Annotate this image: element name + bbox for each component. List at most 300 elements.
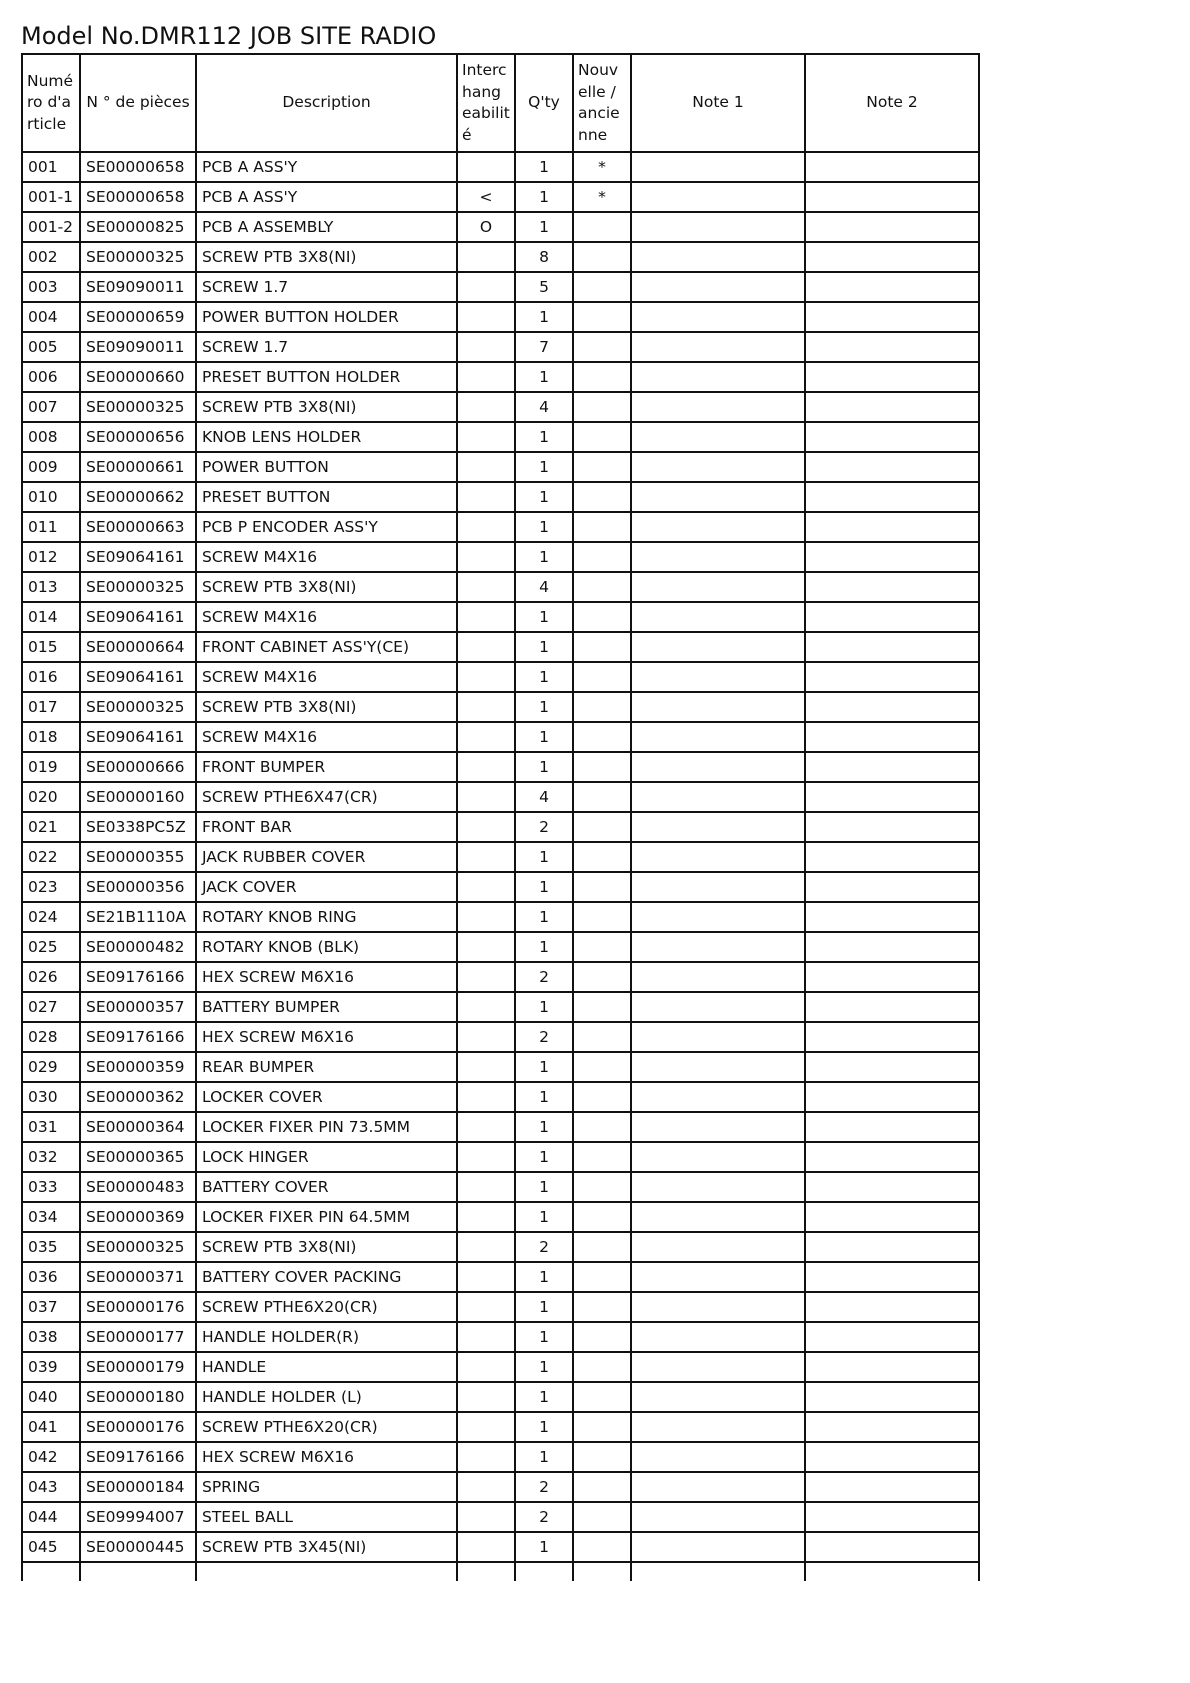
cell-note1 xyxy=(631,1082,805,1112)
cell-item-no: 023 xyxy=(22,872,80,902)
cell-item-no: 037 xyxy=(22,1292,80,1322)
cell-description: SCREW M4X16 xyxy=(196,602,457,632)
cell-new-old xyxy=(573,692,631,722)
cell-note2 xyxy=(805,1052,979,1082)
cell-note1 xyxy=(631,752,805,782)
header-interchangeability: Interchangeabilité xyxy=(457,54,515,152)
cell-note1 xyxy=(631,1112,805,1142)
table-row xyxy=(22,1262,979,1292)
table-row xyxy=(22,992,979,1022)
cell-qty: 4 xyxy=(515,782,573,812)
cell-part-no: SE00000658 xyxy=(80,182,196,212)
cell-note2 xyxy=(805,1232,979,1262)
cell-description: HANDLE HOLDER(R) xyxy=(196,1322,457,1352)
cell-note1 xyxy=(631,422,805,452)
cell-qty: 1 xyxy=(515,542,573,572)
cell-note1 xyxy=(631,1322,805,1352)
cell-item-no: 032 xyxy=(22,1142,80,1172)
table-row xyxy=(22,1472,979,1502)
cell-interchangeability xyxy=(457,1442,515,1472)
cell-new-old xyxy=(573,482,631,512)
cell-description: LOCKER COVER xyxy=(196,1082,457,1112)
cell-part-no: SE00000662 xyxy=(80,482,196,512)
cell-note1 xyxy=(631,812,805,842)
cell-part-no: SE09994007 xyxy=(80,1502,196,1532)
cell-qty: 2 xyxy=(515,1232,573,1262)
cell-note1 xyxy=(631,692,805,722)
table-row xyxy=(22,1322,979,1352)
cell-part-no: SE09064161 xyxy=(80,722,196,752)
header-item-no: Numéro d'article xyxy=(22,54,80,152)
table-row xyxy=(22,392,979,422)
cell-description: SCREW 1.7 xyxy=(196,272,457,302)
cell-description: SCREW PTB 3X8(NI) xyxy=(196,1232,457,1262)
cell-new-old xyxy=(573,392,631,422)
cell-new-old xyxy=(573,1172,631,1202)
cell-new-old xyxy=(573,962,631,992)
cell-note2 xyxy=(805,482,979,512)
cell-note1 xyxy=(631,992,805,1022)
cell-note1 xyxy=(631,1382,805,1412)
cell-note1 xyxy=(631,362,805,392)
cell-note1 xyxy=(631,962,805,992)
cell-item-no: 035 xyxy=(22,1232,80,1262)
cell-new-old xyxy=(573,662,631,692)
cell-note2 xyxy=(805,182,979,212)
cell-interchangeability xyxy=(457,1382,515,1412)
cell-description: HEX SCREW M6X16 xyxy=(196,1442,457,1472)
cell-new-old xyxy=(573,992,631,1022)
cell-item-no: 012 xyxy=(22,542,80,572)
cell-qty: 1 xyxy=(515,512,573,542)
cell-interchangeability xyxy=(457,632,515,662)
cell-interchangeability: O xyxy=(457,212,515,242)
cell-item-no: 028 xyxy=(22,1022,80,1052)
cell-note1 xyxy=(631,512,805,542)
cell-description: SCREW PTB 3X8(NI) xyxy=(196,692,457,722)
cell-new-old xyxy=(573,752,631,782)
table-row xyxy=(22,482,979,512)
cell-qty: 1 xyxy=(515,902,573,932)
cell-item-no: 040 xyxy=(22,1382,80,1412)
cell-interchangeability xyxy=(457,992,515,1022)
cell-new-old xyxy=(573,332,631,362)
cell-item-no: 015 xyxy=(22,632,80,662)
cell-interchangeability xyxy=(457,1472,515,1502)
cell-item-no: 042 xyxy=(22,1442,80,1472)
table-row xyxy=(22,932,979,962)
cell-part-no: SE00000658 xyxy=(80,152,196,182)
cell-new-old xyxy=(573,452,631,482)
cell-new-old xyxy=(573,1082,631,1112)
cell-item-no: 036 xyxy=(22,1262,80,1292)
cell-description: SCREW M4X16 xyxy=(196,662,457,692)
cell-note1 xyxy=(631,482,805,512)
cell-description: HEX SCREW M6X16 xyxy=(196,1022,457,1052)
cell-new-old xyxy=(573,1382,631,1412)
cell-interchangeability xyxy=(457,392,515,422)
cell-part-no: SE00000371 xyxy=(80,1262,196,1292)
cell-new-old xyxy=(573,212,631,242)
cell-empty xyxy=(573,1562,631,1581)
table-body xyxy=(22,152,979,1581)
cell-item-no: 006 xyxy=(22,362,80,392)
table-row xyxy=(22,962,979,992)
cell-note1 xyxy=(631,1262,805,1292)
cell-description: ROTARY KNOB (BLK) xyxy=(196,932,457,962)
cell-note1 xyxy=(631,1532,805,1562)
cell-item-no: 026 xyxy=(22,962,80,992)
cell-note1 xyxy=(631,782,805,812)
cell-description: SCREW 1.7 xyxy=(196,332,457,362)
table-row xyxy=(22,1442,979,1472)
cell-empty xyxy=(196,1562,457,1581)
cell-interchangeability xyxy=(457,692,515,722)
cell-note1 xyxy=(631,1232,805,1262)
table-row xyxy=(22,1352,979,1382)
cell-interchangeability xyxy=(457,722,515,752)
cell-description: SCREW PTHE6X20(CR) xyxy=(196,1412,457,1442)
cell-qty: 1 xyxy=(515,1202,573,1232)
cell-description: POWER BUTTON xyxy=(196,452,457,482)
cell-note2 xyxy=(805,512,979,542)
cell-interchangeability xyxy=(457,842,515,872)
table-row xyxy=(22,1172,979,1202)
cell-part-no: SE00000179 xyxy=(80,1352,196,1382)
table-row xyxy=(22,182,979,212)
cell-new-old xyxy=(573,242,631,272)
cell-note1 xyxy=(631,542,805,572)
cell-interchangeability xyxy=(457,542,515,572)
cell-note1 xyxy=(631,182,805,212)
cell-new-old xyxy=(573,1052,631,1082)
cell-note2 xyxy=(805,1292,979,1322)
table-row xyxy=(22,602,979,632)
cell-description: ROTARY KNOB RING xyxy=(196,902,457,932)
cell-note1 xyxy=(631,302,805,332)
cell-note1 xyxy=(631,842,805,872)
cell-note2 xyxy=(805,332,979,362)
cell-note2 xyxy=(805,272,979,302)
table-row xyxy=(22,152,979,182)
cell-note1 xyxy=(631,632,805,662)
cell-interchangeability xyxy=(457,302,515,332)
cell-description: STEEL BALL xyxy=(196,1502,457,1532)
cell-item-no: 021 xyxy=(22,812,80,842)
cell-empty xyxy=(22,1562,80,1581)
cell-note1 xyxy=(631,1022,805,1052)
cell-qty: 1 xyxy=(515,1442,573,1472)
cell-part-no: SE00000362 xyxy=(80,1082,196,1112)
cell-new-old xyxy=(573,512,631,542)
cell-note1 xyxy=(631,572,805,602)
cell-note2 xyxy=(805,992,979,1022)
cell-interchangeability xyxy=(457,272,515,302)
cell-qty: 1 xyxy=(515,302,573,332)
cell-new-old xyxy=(573,272,631,302)
cell-new-old xyxy=(573,932,631,962)
cell-qty: 1 xyxy=(515,992,573,1022)
cell-note1 xyxy=(631,272,805,302)
cell-description: SPRING xyxy=(196,1472,457,1502)
cell-new-old xyxy=(573,1232,631,1262)
cell-part-no: SE00000325 xyxy=(80,692,196,722)
cell-part-no: SE00000325 xyxy=(80,392,196,422)
cell-item-no: 008 xyxy=(22,422,80,452)
cell-description: BATTERY BUMPER xyxy=(196,992,457,1022)
table-row xyxy=(22,872,979,902)
cell-new-old xyxy=(573,1022,631,1052)
cell-new-old xyxy=(573,1262,631,1292)
cell-qty: 2 xyxy=(515,1502,573,1532)
cell-qty: 1 xyxy=(515,452,573,482)
cell-part-no: SE00000177 xyxy=(80,1322,196,1352)
cell-part-no: SE09176166 xyxy=(80,1022,196,1052)
table-row xyxy=(22,692,979,722)
table-row xyxy=(22,212,979,242)
cell-note1 xyxy=(631,602,805,632)
cell-interchangeability xyxy=(457,1202,515,1232)
cell-part-no: SE00000325 xyxy=(80,242,196,272)
cell-item-no: 043 xyxy=(22,1472,80,1502)
cell-note2 xyxy=(805,212,979,242)
cell-interchangeability xyxy=(457,1322,515,1352)
cell-description: SCREW M4X16 xyxy=(196,542,457,572)
cell-description: SCREW PTB 3X8(NI) xyxy=(196,392,457,422)
table-row xyxy=(22,1412,979,1442)
cell-qty: 2 xyxy=(515,812,573,842)
cell-part-no: SE00000483 xyxy=(80,1172,196,1202)
cell-interchangeability: < xyxy=(457,182,515,212)
cell-new-old xyxy=(573,1202,631,1232)
cell-note1 xyxy=(631,332,805,362)
cell-note2 xyxy=(805,1262,979,1292)
cell-part-no: SE00000656 xyxy=(80,422,196,452)
table-row xyxy=(22,1202,979,1232)
cell-qty: 1 xyxy=(515,872,573,902)
cell-qty: 1 xyxy=(515,1172,573,1202)
cell-description: LOCK HINGER xyxy=(196,1142,457,1172)
table-row xyxy=(22,782,979,812)
cell-qty: 1 xyxy=(515,482,573,512)
cell-new-old: * xyxy=(573,152,631,182)
cell-description: FRONT BUMPER xyxy=(196,752,457,782)
cell-note1 xyxy=(631,1412,805,1442)
cell-note1 xyxy=(631,242,805,272)
cell-description: SCREW PTB 3X8(NI) xyxy=(196,572,457,602)
cell-item-no: 001-2 xyxy=(22,212,80,242)
cell-new-old xyxy=(573,1502,631,1532)
cell-part-no: SE09064161 xyxy=(80,602,196,632)
cell-description: FRONT BAR xyxy=(196,812,457,842)
header-description: Description xyxy=(196,54,457,152)
cell-description: POWER BUTTON HOLDER xyxy=(196,302,457,332)
cell-new-old xyxy=(573,1412,631,1442)
cell-qty: 1 xyxy=(515,1382,573,1412)
table-row xyxy=(22,1232,979,1262)
cell-note1 xyxy=(631,1172,805,1202)
table-row xyxy=(22,902,979,932)
cell-new-old xyxy=(573,302,631,332)
cell-new-old xyxy=(573,632,631,662)
cell-note2 xyxy=(805,362,979,392)
cell-note2 xyxy=(805,302,979,332)
cell-interchangeability xyxy=(457,962,515,992)
cell-description: SCREW PTHE6X47(CR) xyxy=(196,782,457,812)
cell-description: PRESET BUTTON HOLDER xyxy=(196,362,457,392)
cell-item-no: 005 xyxy=(22,332,80,362)
cell-interchangeability xyxy=(457,1052,515,1082)
cell-part-no: SE09176166 xyxy=(80,1442,196,1472)
cell-note2 xyxy=(805,1442,979,1472)
cell-note2 xyxy=(805,1382,979,1412)
cell-part-no: SE00000355 xyxy=(80,842,196,872)
header-new-old: Nouvelle / ancienne xyxy=(573,54,631,152)
cell-item-no: 004 xyxy=(22,302,80,332)
cell-qty: 1 xyxy=(515,182,573,212)
page-title: Model No.DMR112 JOB SITE RADIO xyxy=(21,22,437,50)
cell-new-old xyxy=(573,722,631,752)
cell-qty: 1 xyxy=(515,752,573,782)
cell-interchangeability xyxy=(457,602,515,632)
table-row xyxy=(22,632,979,662)
cell-part-no: SE00000364 xyxy=(80,1112,196,1142)
cell-note2 xyxy=(805,1112,979,1142)
cell-item-no: 025 xyxy=(22,932,80,962)
cell-new-old xyxy=(573,1352,631,1382)
cell-note2 xyxy=(805,242,979,272)
cell-new-old xyxy=(573,572,631,602)
cell-qty: 1 xyxy=(515,602,573,632)
cell-interchangeability xyxy=(457,812,515,842)
cell-item-no: 017 xyxy=(22,692,80,722)
cell-description: BATTERY COVER PACKING xyxy=(196,1262,457,1292)
cell-note2 xyxy=(805,1322,979,1352)
cell-new-old xyxy=(573,842,631,872)
cell-note2 xyxy=(805,1172,979,1202)
cell-new-old xyxy=(573,1142,631,1172)
cell-note2 xyxy=(805,452,979,482)
cell-item-no: 018 xyxy=(22,722,80,752)
cell-note1 xyxy=(631,392,805,422)
cell-interchangeability xyxy=(457,872,515,902)
cell-part-no: SE00000176 xyxy=(80,1292,196,1322)
cell-note2 xyxy=(805,1472,979,1502)
cell-interchangeability xyxy=(457,482,515,512)
cell-item-no: 044 xyxy=(22,1502,80,1532)
cell-interchangeability xyxy=(457,1142,515,1172)
cell-part-no: SE00000365 xyxy=(80,1142,196,1172)
cell-note1 xyxy=(631,662,805,692)
table-row xyxy=(22,242,979,272)
cell-item-no: 033 xyxy=(22,1172,80,1202)
cell-qty: 1 xyxy=(515,932,573,962)
cell-part-no: SE00000184 xyxy=(80,1472,196,1502)
cell-item-no: 002 xyxy=(22,242,80,272)
cell-interchangeability xyxy=(457,752,515,782)
cell-interchangeability xyxy=(457,1412,515,1442)
cell-qty: 1 xyxy=(515,1112,573,1142)
cell-note1 xyxy=(631,1442,805,1472)
cell-item-no: 029 xyxy=(22,1052,80,1082)
cell-part-no: SE00000664 xyxy=(80,632,196,662)
cell-item-no: 009 xyxy=(22,452,80,482)
cell-part-no: SE21B1110A xyxy=(80,902,196,932)
cell-empty xyxy=(515,1562,573,1581)
cell-new-old xyxy=(573,422,631,452)
cell-interchangeability xyxy=(457,422,515,452)
cell-new-old xyxy=(573,1112,631,1142)
cell-part-no: SE00000666 xyxy=(80,752,196,782)
cell-part-no: SE00000659 xyxy=(80,302,196,332)
cell-description: SCREW M4X16 xyxy=(196,722,457,752)
cell-interchangeability xyxy=(457,1082,515,1112)
cell-qty: 2 xyxy=(515,1022,573,1052)
cell-new-old xyxy=(573,812,631,842)
cell-qty: 4 xyxy=(515,392,573,422)
cell-note1 xyxy=(631,152,805,182)
cell-description: PCB P ENCODER ASS'Y xyxy=(196,512,457,542)
cell-interchangeability xyxy=(457,1352,515,1382)
cell-note2 xyxy=(805,722,979,752)
cell-qty: 2 xyxy=(515,1472,573,1502)
cell-item-no: 016 xyxy=(22,662,80,692)
cell-description: HANDLE HOLDER (L) xyxy=(196,1382,457,1412)
cell-interchangeability xyxy=(457,1532,515,1562)
table-row xyxy=(22,662,979,692)
cell-qty: 4 xyxy=(515,572,573,602)
cell-qty: 1 xyxy=(515,1322,573,1352)
header-qty: Q'ty xyxy=(515,54,573,152)
cell-qty: 1 xyxy=(515,422,573,452)
cell-item-no: 045 xyxy=(22,1532,80,1562)
cell-qty: 1 xyxy=(515,1352,573,1382)
cell-description: LOCKER FIXER PIN 64.5MM xyxy=(196,1202,457,1232)
cell-empty xyxy=(805,1562,979,1581)
cell-new-old xyxy=(573,1442,631,1472)
cell-new-old xyxy=(573,602,631,632)
cell-note1 xyxy=(631,902,805,932)
cell-note2 xyxy=(805,1352,979,1382)
cell-note2 xyxy=(805,902,979,932)
cell-qty: 8 xyxy=(515,242,573,272)
cell-new-old xyxy=(573,872,631,902)
table-row xyxy=(22,1112,979,1142)
cell-note2 xyxy=(805,932,979,962)
cell-item-no: 019 xyxy=(22,752,80,782)
cell-part-no: SE09064161 xyxy=(80,542,196,572)
table-row xyxy=(22,812,979,842)
cell-item-no: 041 xyxy=(22,1412,80,1442)
cell-item-no: 030 xyxy=(22,1082,80,1112)
cell-qty: 1 xyxy=(515,1142,573,1172)
cell-item-no: 034 xyxy=(22,1202,80,1232)
table-row xyxy=(22,1022,979,1052)
cell-note2 xyxy=(805,1082,979,1112)
cell-item-no: 039 xyxy=(22,1352,80,1382)
cell-note2 xyxy=(805,1202,979,1232)
cell-description: LOCKER FIXER PIN 73.5MM xyxy=(196,1112,457,1142)
cell-new-old xyxy=(573,542,631,572)
header-part-no: N ° de pièces xyxy=(80,54,196,152)
table-row xyxy=(22,452,979,482)
cell-note1 xyxy=(631,212,805,242)
table-row xyxy=(22,1052,979,1082)
cell-part-no: SE00000180 xyxy=(80,1382,196,1412)
cell-note1 xyxy=(631,722,805,752)
table-header-row xyxy=(22,54,979,152)
cell-note2 xyxy=(805,602,979,632)
